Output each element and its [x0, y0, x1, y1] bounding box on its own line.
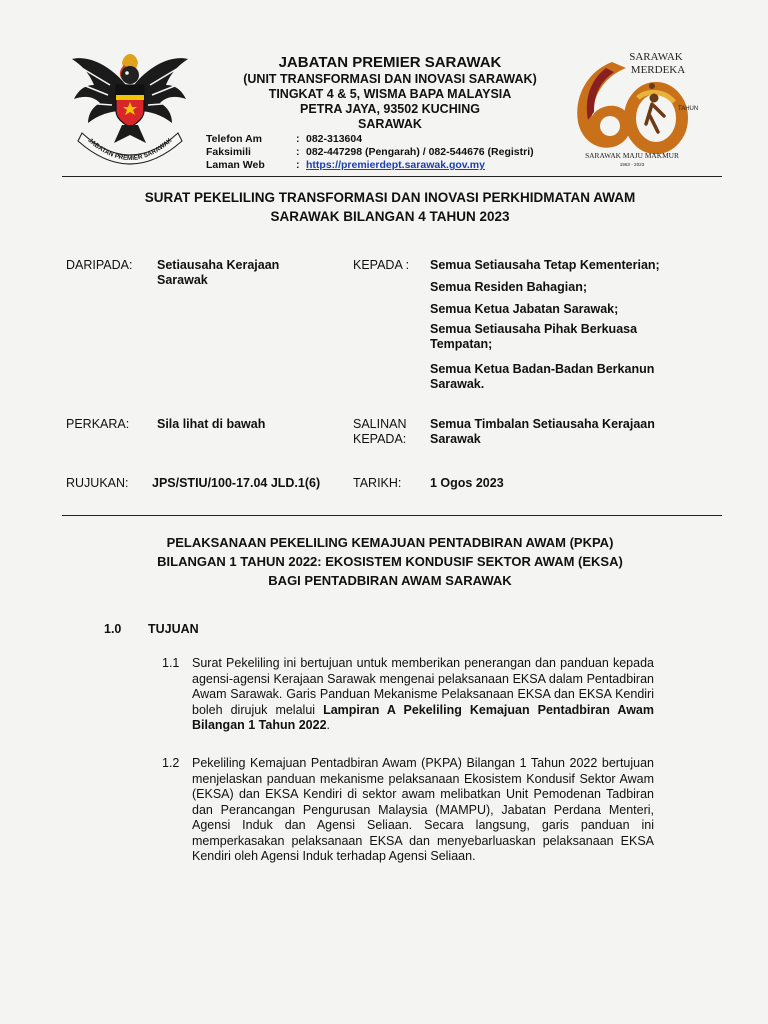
salinan-label-line1: SALINAN	[353, 417, 407, 431]
logo-line1: SARAWAK	[629, 51, 683, 63]
section-title: TUJUAN	[148, 622, 199, 636]
tarikh-label: TARIKH:	[353, 476, 402, 490]
subject-line3: BAGI PENTADBIRAN AWAM SARAWAK	[268, 573, 512, 588]
circular-title-line1: SURAT PEKELILING TRANSFORMASI DAN INOVASI PERKHIDMATAN AWAM	[144, 190, 636, 205]
logo-tahun: TAHUN	[678, 106, 698, 112]
salinan-label-line2: KEPADA:	[353, 432, 407, 446]
daripada-line2: Sarawak	[157, 273, 208, 287]
fax-label: Faksimili	[206, 146, 251, 158]
address-line-2: PETRA JAYA, 93502 KUCHING	[300, 102, 480, 116]
kepada-item-4: Semua Setiausaha Pihak Berkuasa	[430, 322, 638, 336]
body-divider	[62, 515, 722, 516]
phone-value: 082-313604	[306, 133, 363, 145]
kepada-item-3: Semua Ketua Jabatan Sarawak;	[430, 302, 619, 316]
sarawak-merdeka-60-logo	[566, 46, 698, 174]
paragraph-1	[192, 656, 654, 734]
fax-colon: :	[296, 146, 300, 158]
subject-line1: PELAKSANAAN PEKELILING KEMAJUAN PENTADBIRAN AWAM (PKPA)	[166, 535, 614, 550]
circular-title-line2: SARAWAK BILANGAN 4 TAHUN 2023	[270, 209, 510, 224]
svg-text:JABATAN PREMIER SARAWAK: JABATAN PREMIER SARAWAK	[86, 137, 174, 163]
paragraph-1-text: Surat Pekeliling ini bertujuan untuk memberikan penerangan dan panduan kepada agensi-agensi Kerajaan Sarawak mengenai pelaksanaan EKSA dalam Pentadbiran Awam Sarawak. Garis Panduan Mekanisme Pelaksanaan EKSA dan EKSA Kendiri boleh dirujuk melalui	[192, 656, 654, 717]
perkara-value: Sila lihat di bawah	[157, 417, 266, 431]
paragraph-2-text: Pekeliling Kemajuan Pentadbiran Awam (PKPA) Bilangan 1 Tahun 2022 bertujuan menjelaskan panduan mekanisme pelaksanaan Ekosistem Kondusif Sektor Awam (EKSA) dan EKSA Kendiri di sektor awam melibatkan Unit Pemodenan Tadbiran dan Perancangan Pengurusan Malaysia (MAMPU), Jabatan Perdana Menteri, Agensi Induk dan Agensi Seliaan. Secara langsung, garis panduan ini memperkasakan pelaksanaan EKSA dan menyebarluaskan pelaksanaan EKSA Kendiri oleh Agensi Induk terhadap Agensi Seliaan.	[192, 756, 654, 863]
salinan-value-line1: Semua Timbalan Setiausaha Kerajaan	[430, 417, 655, 431]
phone-label: Telefon Am	[206, 133, 263, 145]
paragraph-1-end: .	[326, 718, 331, 732]
org-name: JABATAN PREMIER SARAWAK	[278, 54, 502, 71]
phone-colon: :	[296, 133, 300, 145]
sarawak-crest-logo	[70, 45, 190, 173]
kepada-item-4-cont: Tempatan;	[430, 337, 493, 351]
website-label: Laman Web	[206, 159, 265, 171]
kepada-item-1: Semua Setiausaha Tetap Kementerian;	[430, 258, 660, 272]
fax-value: 082-447298 (Pengarah) / 082-544676 (Registri)	[306, 146, 534, 158]
perkara-label: PERKARA:	[66, 417, 130, 431]
daripada-label: DARIPADA:	[66, 258, 133, 272]
unit-name: (UNIT TRANSFORMASI DAN INOVASI SARAWAK)	[243, 72, 537, 86]
paragraph-2-number: 1.2	[162, 756, 180, 770]
website-colon: :	[296, 159, 300, 171]
daripada-line1: Setiausaha Kerajaan	[157, 258, 280, 272]
paragraph-1-number: 1.1	[162, 656, 180, 670]
paragraph-1-bold: Lampiran A Pekeliling Kemajuan Pentadbiran Awam Bilangan 1 Tahun 2022	[192, 702, 654, 732]
logo-years: 1963 - 2023	[619, 162, 645, 167]
address-line-1: TINGKAT 4 & 5, WISMA BAPA MALAYSIA	[268, 87, 512, 101]
tarikh-value: 1 Ogos 2023	[430, 476, 504, 490]
rujukan-value: JPS/STIU/100-17.04 JLD.1(6)	[152, 476, 321, 490]
section-number: 1.0	[104, 622, 122, 636]
website-link[interactable]: https://premierdept.sarawak.gov.my	[306, 159, 485, 171]
logo-tagline: SARAWAK MAJU MAKMUR	[585, 151, 679, 160]
kepada-item-5-cont: Sarawak.	[430, 377, 485, 391]
subject-line2: BILANGAN 1 TAHUN 2022: EKOSISTEM KONDUSIF SEKTOR AWAM (EKSA)	[157, 554, 623, 569]
rujukan-label: RUJUKAN:	[66, 476, 129, 490]
logo-line2: MERDEKA	[630, 64, 686, 76]
paragraph-2	[192, 756, 654, 865]
salinan-value-line2: Sarawak	[430, 432, 481, 446]
address-line-3: SARAWAK	[358, 117, 422, 131]
kepada-item-5: Semua Ketua Badan-Badan Berkanun	[430, 362, 655, 376]
kepada-item-2: Semua Residen Bahagian;	[430, 280, 587, 294]
header-divider	[62, 176, 722, 177]
kepada-label: KEPADA :	[353, 258, 410, 272]
